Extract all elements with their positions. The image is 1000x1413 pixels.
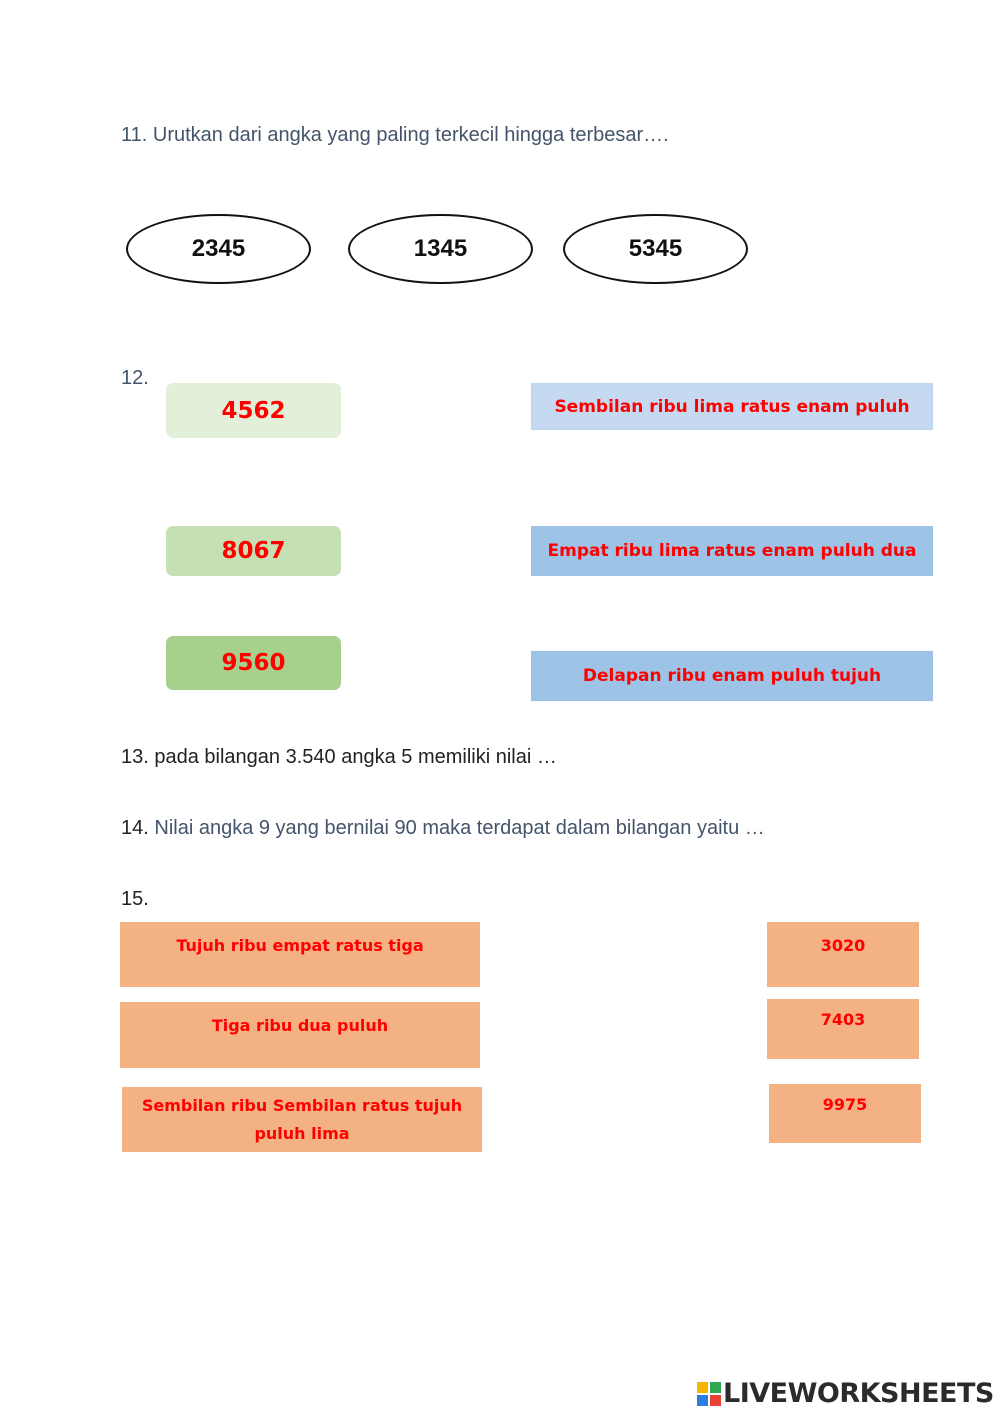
question-11 [121,124,669,147]
oval-number-2[interactable]: 1345 [348,214,533,284]
question-11-text: Urutkan dari angka yang paling terkecil hingga terbesar…. [152,124,669,146]
match-number-card-15-2[interactable]: 7403 [767,999,919,1059]
match-word-card-15-1[interactable]: Tujuh ribu empat ratus tiga [120,922,480,987]
match-number-card-3[interactable]: 9560 [166,636,341,690]
question-13-text: pada bilangan 3.540 angka 5 memiliki nilai … [154,746,557,768]
question-14 [121,817,765,840]
question-14-text: Nilai angka 9 yang bernilai 90 maka terdapat dalam bilangan yaitu … [154,817,765,839]
question-15-number: 15. [121,888,149,910]
match-word-card-15-2[interactable]: Tiga ribu dua puluh [120,1002,480,1068]
question-13 [121,746,557,769]
question-13-number: 13. [121,746,149,768]
match-number-card-2[interactable]: 8067 [166,526,341,576]
oval-number-1[interactable]: 2345 [126,214,311,284]
liveworksheets-logo-icon [697,1382,721,1406]
match-word-card-1[interactable]: Sembilan ribu lima ratus enam puluh [531,383,933,430]
oval-number-3[interactable]: 5345 [563,214,748,284]
question-12-number: 12. [121,367,149,389]
match-word-card-2[interactable]: Empat ribu lima ratus enam puluh dua [531,526,933,576]
liveworksheets-logo [697,1378,994,1409]
match-number-card-15-3[interactable]: 9975 [769,1084,921,1143]
question-14-number: 14. [121,817,149,839]
match-word-card-3[interactable]: Delapan ribu enam puluh tujuh [531,651,933,701]
match-word-card-15-3[interactable]: Sembilan ribu Sembilan ratus tujuh puluh lima [122,1087,482,1152]
liveworksheets-brand-text: LIVEWORKSHEETS [723,1378,994,1409]
match-number-card-1[interactable]: 4562 [166,383,341,438]
question-11-number: 11. [121,124,148,146]
match-number-card-15-1[interactable]: 3020 [767,922,919,987]
